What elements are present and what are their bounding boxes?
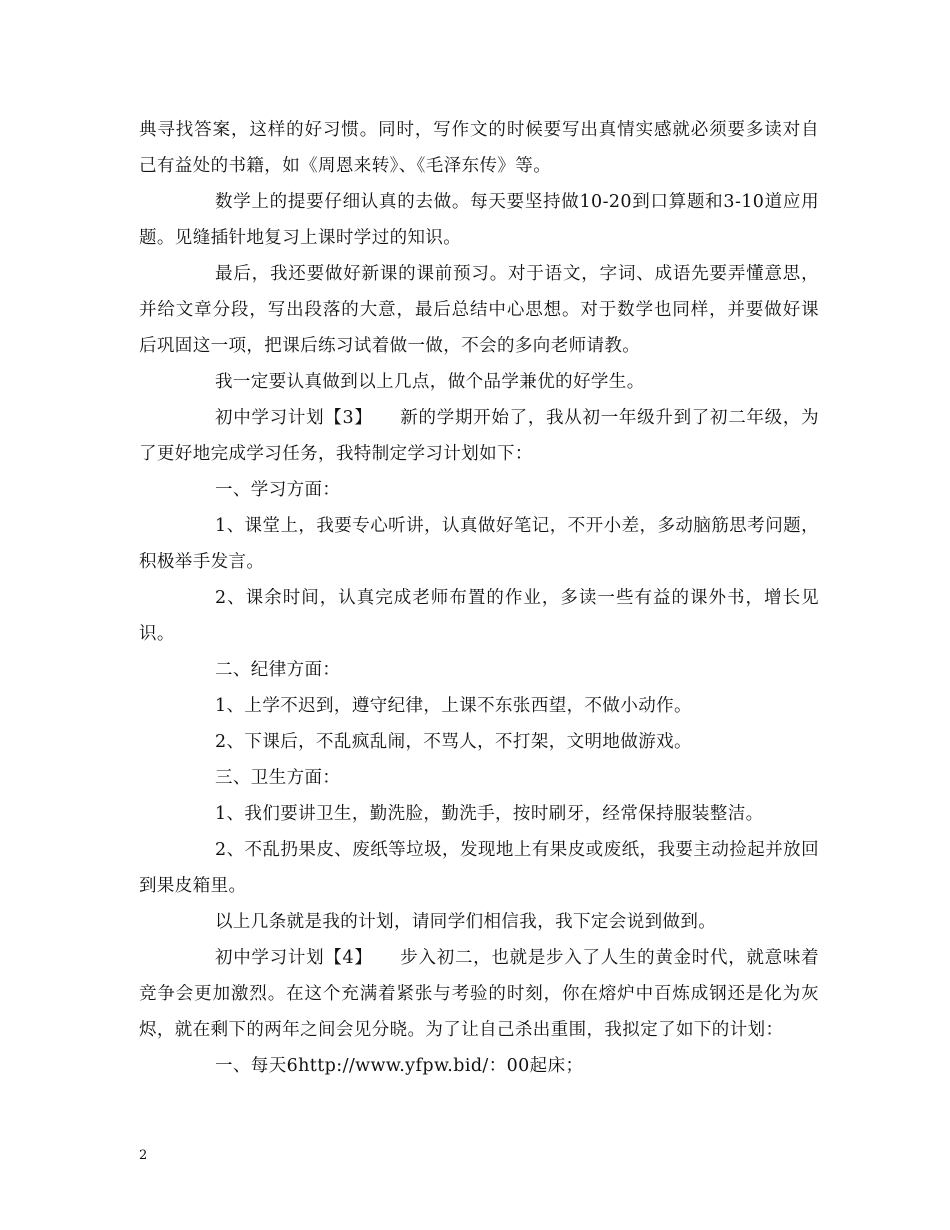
section-heading-hygiene: 三、卫生方面： — [215, 768, 341, 788]
paragraph-7: 1、课堂上，我要专心听讲，认真做好笔记，不开小差，多动脑筋思考问题，积极举手发言。 — [139, 516, 819, 572]
page-number: 2 — [139, 1148, 148, 1163]
paragraph-1: 典寻找答案，这样的好习惯。同时，写作文的时候要写出真情实感就必须要多读对自己有益处的书籍，如《周恩来转》、《毛泽东传》等。 — [139, 120, 819, 176]
paragraph-16: 初中学习计划【4】 步入初二，也就是步入了人生的黄金时代，就意味着竞争会更加激烈。在这个充满着紧张与考验的时刻，你在熔炉中百炼成钢还是化为灰烬，就在剩下的两年之间会见分晓。为了让自己杀出重围，我拟定了如下的计划： — [139, 948, 819, 1040]
paragraph-2: 数学上的提要仔细认真的去做。每天要坚持做10-20到口算题和3-10道应用题。见缝插针地复习上课时学过的知识。 — [139, 192, 819, 248]
paragraph-14: 2、不乱扔果皮、废纸等垃圾，发现地上有果皮或废纸，我要主动捡起并放回到果皮箱里。 — [139, 840, 819, 896]
paragraph-8: 2、课余时间，认真完成老师布置的作业，多读一些有益的课外书，增长见识。 — [139, 588, 819, 644]
paragraph-4: 我一定要认真做到以上几点，做个品学兼优的好学生。 — [215, 372, 645, 392]
section-heading-study: 一、学习方面： — [215, 480, 341, 500]
paragraph-17: 一、每天6http://www.yfpw.bid/：00起床； — [215, 1056, 584, 1076]
paragraph-15: 以上几条就是我的计划，请同学们相信我，我下定会说到做到。 — [215, 912, 717, 932]
paragraph-3: 最后，我还要做好新课的课前预习。对于语文，字词、成语先要弄懂意思，并给文章分段，写出段落的大意，最后总结中心思想。对于数学也同样，并要做好课后巩固这一项，把课后练习试着做一做，不会的多向老师请教。 — [139, 264, 819, 356]
paragraph-11: 2、下课后，不乱疯乱闹，不骂人，不打架，文明地做游戏。 — [215, 732, 692, 752]
paragraph-10: 1、上学不迟到，遵守纪律，上课不东张西望，不做小动作。 — [215, 696, 692, 716]
document-body — [139, 112, 819, 1084]
section-heading-discipline: 二、纪律方面： — [215, 660, 341, 680]
paragraph-13: 1、我们要讲卫生，勤洗脸，勤洗手，按时刷牙，经常保持服装整洁。 — [215, 804, 764, 824]
paragraph-5: 初中学习计划【3】 新的学期开始了，我从初一年级升到了初二年级，为了更好地完成学习任务，我特制定学习计划如下： — [139, 408, 819, 464]
